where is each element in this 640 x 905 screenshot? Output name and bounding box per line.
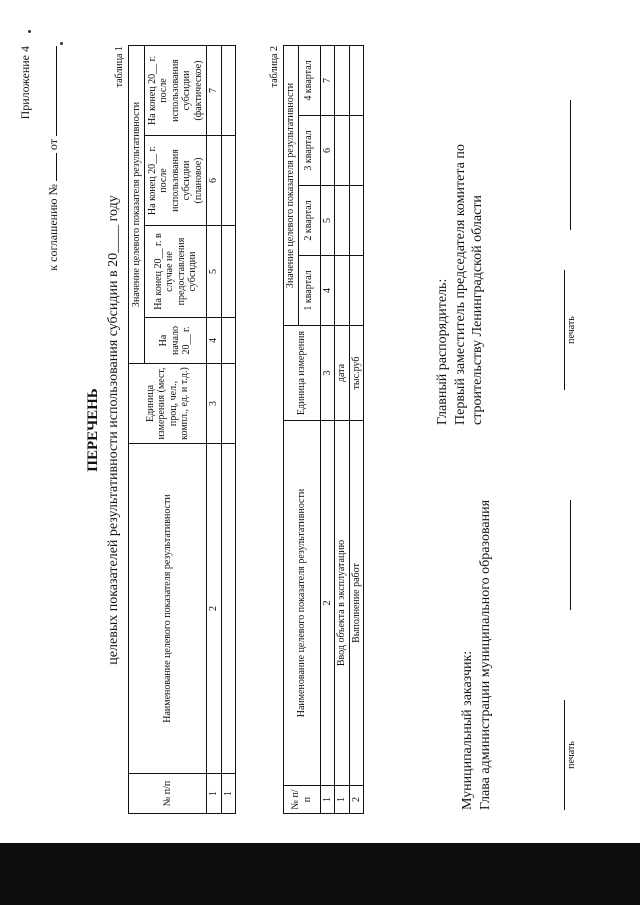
table1-header-start: На начало 20__ г. xyxy=(145,318,207,364)
right-seal-label: печать xyxy=(566,316,577,344)
table1-cell xyxy=(221,136,236,226)
agreement-date-blank xyxy=(56,46,57,136)
table2-caption: таблица 2 xyxy=(269,46,280,88)
table1-cell xyxy=(221,226,236,318)
table2-colnum: 7 xyxy=(320,45,335,115)
left-signature-line xyxy=(570,500,571,610)
table2-colnum: 4 xyxy=(320,256,335,326)
table1-header-end-nosub: На конец 20__ г. в случае не предоставления субсидии xyxy=(145,226,207,318)
right-signature-title: Главный распорядитель: xyxy=(435,278,450,425)
table2-colnum: 1 xyxy=(320,786,335,814)
table1-colnum: 2 xyxy=(207,444,222,774)
table1-cell xyxy=(221,318,236,364)
table-row xyxy=(349,45,364,813)
table1 xyxy=(128,45,236,814)
table1-colnum: 7 xyxy=(207,45,222,135)
table2-header-values: Значение целевого показателя результативности xyxy=(284,45,299,325)
document-title: ПЕРЕЧЕНЬ xyxy=(85,388,101,472)
table2-cell xyxy=(335,256,350,326)
table1-header-unit: Единица измерения (мест, проц, чел., компл., ед. и т.д.) xyxy=(129,364,207,444)
agreement-line xyxy=(46,46,61,271)
agreement-from: от xyxy=(46,139,60,151)
table1-colnum: 4 xyxy=(207,318,222,364)
agreement-prefix: к соглашению № xyxy=(46,184,60,271)
table1-row-num: 1 xyxy=(221,774,236,814)
table1-cell xyxy=(221,364,236,444)
table-row xyxy=(221,45,236,813)
table2-cell xyxy=(335,45,350,115)
table1-colnum: 6 xyxy=(207,136,222,226)
left-signature-title: Муниципальный заказчик: xyxy=(460,650,475,810)
table1-colnum: 3 xyxy=(207,364,222,444)
table2 xyxy=(283,45,364,814)
table2-cell xyxy=(335,116,350,186)
table2-row-num: 2 xyxy=(349,786,364,814)
table1-cell xyxy=(221,444,236,774)
table2-row-unit: тыс.руб xyxy=(349,326,364,421)
table2-header-name: Наименование целевого показателя результативности xyxy=(284,421,321,786)
table2-header-q2: 2 квартал xyxy=(298,186,320,256)
table2-row-num: 1 xyxy=(335,786,350,814)
table2-colnum: 3 xyxy=(320,326,335,421)
table1-header-name: Наименование целевого показателя результативности xyxy=(129,444,207,774)
table2-header-num: № п/п xyxy=(284,786,321,814)
right-signature-line xyxy=(570,100,571,230)
table2-cell xyxy=(349,186,364,256)
left-signature-position: Глава администрации муниципального образования xyxy=(478,499,493,810)
right-seal-line xyxy=(564,270,565,390)
table1-caption: таблица 1 xyxy=(114,46,125,88)
table1-colnum: 1 xyxy=(207,774,222,814)
table2-cell xyxy=(349,45,364,115)
table2-header-q4: 4 квартал xyxy=(298,45,320,115)
appendix-label: Приложение 4 xyxy=(18,46,32,120)
table1-header-values: Значение целевого показателя результативности xyxy=(129,45,145,363)
table1-cell xyxy=(221,45,236,135)
left-seal-line xyxy=(564,700,565,810)
table2-row-name: Выполнение работ xyxy=(349,421,364,786)
left-seal-label: печать xyxy=(566,741,577,769)
table2-cell xyxy=(349,116,364,186)
rotated-document-page xyxy=(10,30,610,830)
table-row xyxy=(335,45,350,813)
table2-cell xyxy=(349,256,364,326)
table2-colnum: 5 xyxy=(320,186,335,256)
table2-colnum: 2 xyxy=(320,421,335,786)
table1-header-num: № п/п xyxy=(129,774,207,814)
document-subtitle: целевых показателей результативности использования субсидии в 20____ году xyxy=(106,195,121,665)
table2-header-unit: Единица измерения xyxy=(284,326,321,421)
table2-cell xyxy=(335,186,350,256)
table2-row-unit: дата xyxy=(335,326,350,421)
right-signature-position-2: строительству Ленинградской области xyxy=(470,195,485,425)
scan-black-edge xyxy=(0,843,640,905)
table2-colnum: 6 xyxy=(320,116,335,186)
table2-header-q3: 3 квартал xyxy=(298,116,320,186)
table2-header-q1: 1 квартал xyxy=(298,256,320,326)
table1-header-end-fact: На конец 20__ г. после использования субсидии (фактическое) xyxy=(145,45,207,135)
table1-header-end-plan: На конец 20__ г. после использования субсидии (плановое) xyxy=(145,136,207,226)
right-signature-position-1: Первый заместитель председателя комитета по xyxy=(453,144,468,425)
agreement-number-blank xyxy=(56,153,57,181)
table1-colnum: 5 xyxy=(207,226,222,318)
table2-row-name: Ввод объекта в эксплуатацию xyxy=(335,421,350,786)
